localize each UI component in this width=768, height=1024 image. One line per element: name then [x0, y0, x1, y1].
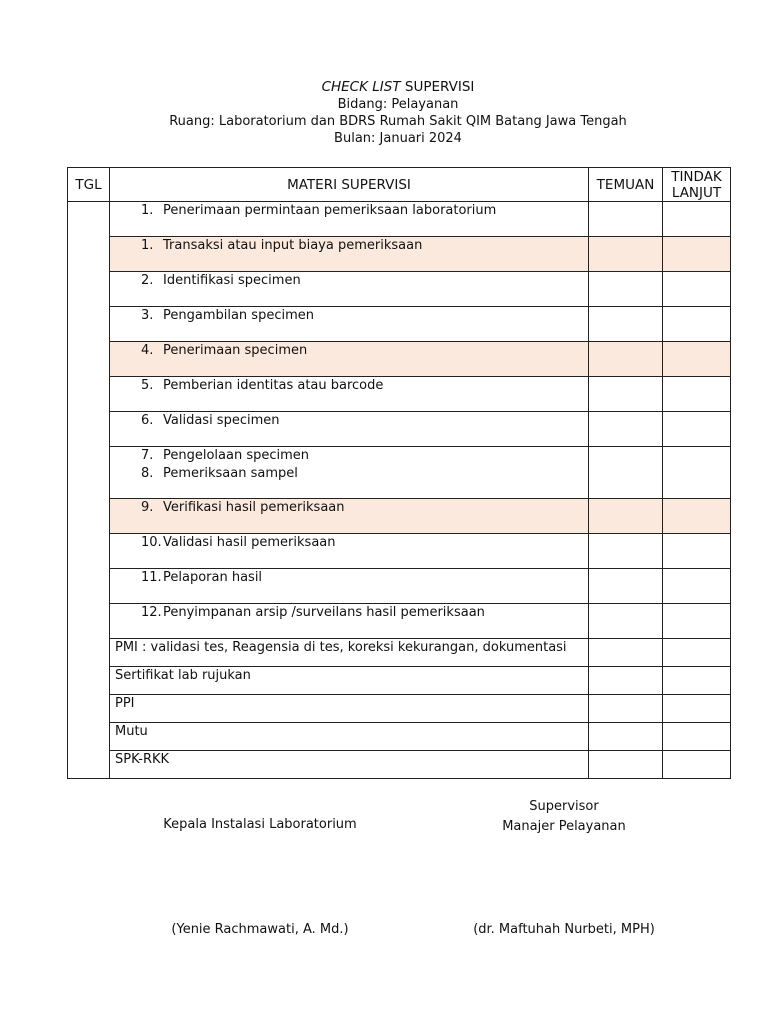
tindak-lanjut-cell[interactable] — [663, 499, 731, 534]
tindak-lanjut-cell[interactable] — [663, 412, 731, 447]
table-row — [68, 412, 731, 447]
materi-cell — [110, 499, 589, 534]
item-text: Transaksi atau input biaya pemeriksaan — [163, 238, 423, 253]
right-signature-name: (dr. Maftuhah Nurbeti, MPH) — [473, 922, 655, 937]
table-row — [68, 534, 731, 569]
table-row — [68, 377, 731, 412]
row-text: PPI — [115, 696, 135, 711]
materi-cell — [110, 639, 589, 667]
table-row — [68, 237, 731, 272]
materi-cell — [110, 751, 589, 779]
materi-cell — [110, 569, 589, 604]
tindak-lanjut-cell[interactable] — [663, 237, 731, 272]
tindak-lanjut-cell[interactable] — [663, 639, 731, 667]
tindak-lanjut-cell[interactable] — [663, 569, 731, 604]
tindak-lanjut-cell[interactable] — [663, 447, 731, 499]
right-signature-title2: Manajer Pelayanan — [502, 819, 626, 834]
tindak-lanjut-cell[interactable] — [663, 272, 731, 307]
temuan-cell[interactable] — [589, 237, 663, 272]
bidang-line: Bidang: Pelayanan — [337, 97, 459, 112]
document-title — [0, 79, 768, 96]
tindak-lanjut-cell[interactable] — [663, 534, 731, 569]
table-row — [68, 751, 731, 779]
materi-cell — [110, 272, 589, 307]
tgl-cell[interactable] — [68, 202, 110, 779]
temuan-cell[interactable] — [589, 447, 663, 499]
tindak-lanjut-cell[interactable] — [663, 723, 731, 751]
temuan-cell[interactable] — [589, 695, 663, 723]
table-row — [68, 499, 731, 534]
materi-cell — [110, 377, 589, 412]
temuan-cell[interactable] — [589, 307, 663, 342]
item-number: 11. — [141, 570, 162, 585]
item-number: 3. — [141, 308, 154, 323]
temuan-cell[interactable] — [589, 604, 663, 639]
ruang-line: Ruang: Laboratorium dan BDRS Rumah Sakit QIM Batang Jawa Tengah — [169, 114, 627, 129]
materi-cell — [110, 723, 589, 751]
item-number: 9. — [141, 500, 154, 515]
item-text: Penyimpanan arsip /surveilans hasil pemeriksaan — [163, 605, 485, 620]
header-tindak-lanjut — [663, 168, 731, 202]
item-number: 10. — [141, 535, 162, 550]
item-text: Penerimaan permintaan pemeriksaan laboratorium — [163, 203, 497, 218]
materi-cell — [110, 342, 589, 377]
tindak-lanjut-cell[interactable] — [663, 307, 731, 342]
item-number: 2. — [141, 273, 154, 288]
row-text: PMI : validasi tes, Reagensia di tes, koreksi kekurangan, dokumentasi — [115, 640, 567, 655]
table-row — [68, 695, 731, 723]
item-text: Pengambilan specimen — [163, 308, 314, 323]
title-italic-part: CHECK LIST — [321, 79, 401, 95]
tindak-lanjut-cell[interactable] — [663, 202, 731, 237]
materi-cell — [110, 202, 589, 237]
tindak-lanjut-cell[interactable] — [663, 377, 731, 412]
table-row — [68, 723, 731, 751]
temuan-cell[interactable] — [589, 723, 663, 751]
materi-cell — [110, 237, 589, 272]
left-signature-name: (Yenie Rachmawati, A. Md.) — [171, 922, 349, 937]
item-number: 12. — [141, 605, 162, 620]
row-text: SPK-RKK — [115, 752, 170, 767]
item-text: Validasi hasil pemeriksaan — [163, 535, 336, 550]
materi-cell — [110, 604, 589, 639]
table-row — [68, 307, 731, 342]
temuan-cell[interactable] — [589, 569, 663, 604]
materi-cell — [110, 447, 589, 499]
temuan-cell[interactable] — [589, 534, 663, 569]
item-text: Penerimaan specimen — [163, 343, 308, 358]
left-signature-title: Kepala Instalasi Laboratorium — [163, 817, 357, 832]
left-signature-block — [110, 815, 410, 835]
title-rest-part: SUPERVISI — [400, 79, 475, 95]
item-number: 6. — [141, 413, 154, 428]
right-signature-name-block — [414, 920, 714, 940]
table-row — [68, 342, 731, 377]
temuan-cell[interactable] — [589, 202, 663, 237]
materi-cell — [110, 695, 589, 723]
temuan-cell[interactable] — [589, 272, 663, 307]
item-text: Pengelolaan specimen — [163, 448, 310, 463]
temuan-cell[interactable] — [589, 499, 663, 534]
item-text: Verifikasi hasil pemeriksaan — [163, 500, 345, 515]
row-text: Mutu — [115, 724, 148, 739]
item-number: 5. — [141, 378, 154, 393]
item-number: 7. — [141, 448, 154, 463]
table-row — [68, 639, 731, 667]
table-row — [68, 202, 731, 237]
document-header — [0, 79, 768, 147]
temuan-cell[interactable] — [589, 412, 663, 447]
header-temuan: TEMUAN — [589, 168, 663, 202]
materi-cell — [110, 534, 589, 569]
tindak-lanjut-cell[interactable] — [663, 604, 731, 639]
table-row — [68, 272, 731, 307]
bulan-line: Bulan: Januari 2024 — [334, 131, 462, 146]
item-text: Pemeriksaan sampel — [163, 466, 298, 481]
tindak-lanjut-cell[interactable] — [663, 695, 731, 723]
tindak-lanjut-cell[interactable] — [663, 667, 731, 695]
table-row — [68, 604, 731, 639]
temuan-cell[interactable] — [589, 342, 663, 377]
materi-cell — [110, 667, 589, 695]
materi-cell — [110, 412, 589, 447]
table-row — [68, 667, 731, 695]
header-tgl: TGL — [68, 168, 110, 202]
supervision-checklist-table — [67, 167, 731, 779]
temuan-cell[interactable] — [589, 667, 663, 695]
tindak-lanjut-cell[interactable] — [663, 751, 731, 779]
right-signature-block — [414, 797, 714, 837]
item-number: 1. — [141, 238, 154, 253]
table-row — [68, 569, 731, 604]
materi-cell — [110, 307, 589, 342]
right-signature-title1: Supervisor — [529, 799, 599, 814]
tindak-lanjut-cell[interactable] — [663, 342, 731, 377]
header-materi: MATERI SUPERVISI — [110, 168, 589, 202]
item-number: 4. — [141, 343, 154, 358]
item-text: Pemberian identitas atau barcode — [163, 378, 384, 393]
row-text: Sertifikat lab rujukan — [115, 668, 251, 683]
item-text: Pelaporan hasil — [163, 570, 263, 585]
item-number: 8. — [141, 466, 154, 481]
temuan-cell[interactable] — [589, 639, 663, 667]
item-number: 1. — [141, 203, 154, 218]
left-signature-name-block — [110, 920, 410, 940]
item-text: Identifikasi specimen — [163, 273, 301, 288]
temuan-cell[interactable] — [589, 377, 663, 412]
table-row — [68, 447, 731, 499]
header-tindak-lanjut-label: TINDAK LANJUT — [671, 168, 722, 201]
table-header-row — [68, 168, 731, 202]
temuan-cell[interactable] — [589, 751, 663, 779]
item-text: Validasi specimen — [163, 413, 280, 428]
